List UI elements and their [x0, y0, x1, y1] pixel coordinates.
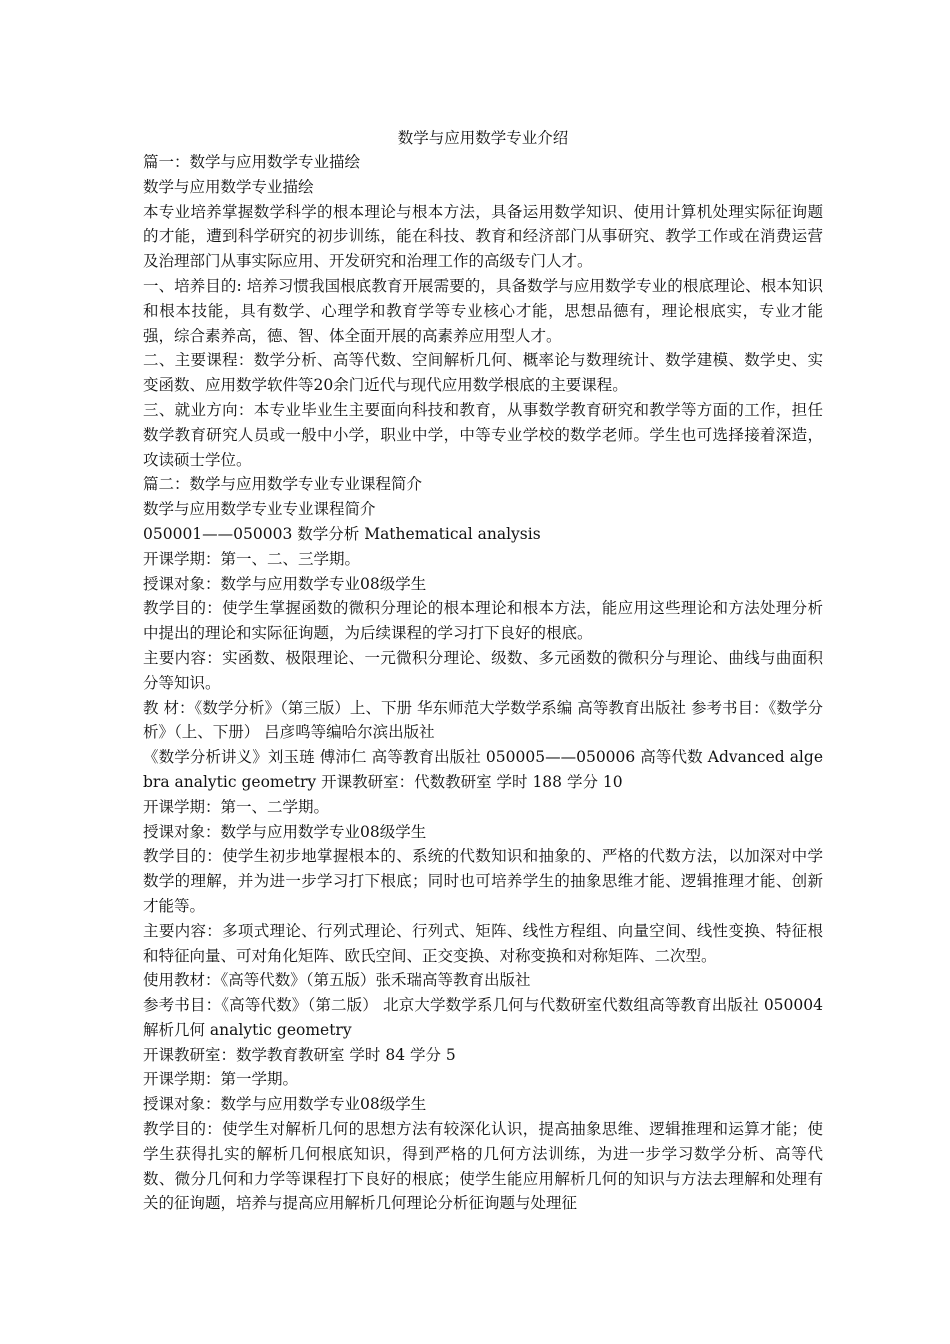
paragraph: 《数学分析讲义》刘玉琏 傅沛仁 高等教育出版社 050005——050006 高等代数 Advanced algebra analytic geometry 开课教研室：代数教研室 学时 188 学分 10: [143, 748, 823, 791]
paragraph: 教学目的：使学生掌握函数的微积分理论的根本理论和根本方法，能应用这些理论和方法处理分析中提出的理论和实际征询题，为后续课程的学习打下良好的根底。: [143, 599, 823, 643]
paragraph: 主要内容：多项式理论、行列式理论、行列式、矩阵、线性方程组、向量空间、线性变换、特征根和特征向量、可对角化矩阵、欧氏空间、正交变换、对称变换和对称矩阵、二次型。: [143, 921, 823, 965]
paragraph: 授课对象：数学与应用数学专业08级学生: [143, 574, 427, 593]
paragraph: 开课教研室：数学教育教研室 学时 84 学分 5: [143, 1045, 456, 1064]
paragraph: 使用教材：《高等代数》（第五版）张禾瑞高等教育出版社: [143, 971, 531, 990]
paragraph: 开课学期：第一、二学期。: [143, 797, 330, 816]
paragraph: 三、就业方向：本专业毕业生主要面向科技和教育，从事数学教育研究和教学等方面的工作，担任数学教育研究人员或一般中小学，职业中学，中等专业学校的数学老师。学生也可选择接着深造，攻读硕士学位。: [143, 400, 823, 469]
paragraph: 授课对象：数学与应用数学专业08级学生: [143, 822, 427, 841]
paragraph: 主要内容：实函数、极限理论、一元微积分理论、级数、多元函数的微积分与理论、曲线与曲面积分等知识。: [143, 648, 823, 692]
paragraph: 一、培养目的: 培养习惯我国根底教育开展需要的，具备数学与应用数学专业的根底理论、根本知识和根本技能，具有数学、心理学和教育学等专业核心才能，思想品德有，理论根底实，专业才能强，综合素养高，德、智、体全面开展的高素养应用型人才。: [143, 276, 823, 345]
paragraph: 050001——050003 数学分析 Mathematical analysis: [143, 524, 541, 543]
paragraph: 开课学期：第一、二、三学期。: [143, 549, 361, 568]
paragraph: 数学与应用数学专业专业课程简介: [143, 500, 376, 519]
paragraph: 教学目的：使学生对解析几何的思想方法有较深化认识，提高抽象思维、逻辑推理和运算才能；使学生获得扎实的解析几何根底知识，得到严格的几何方法训练，为进一步学习数学分析、高等代数、微分几何和力学等课程打下良好的根底；使学生能应用解析几何的知识与方法去理解和处理有关的征询题，培养与提高应用解析几何理论分析征询题与处理征: [143, 1120, 823, 1213]
paragraph: 数学与应用数学专业描绘: [143, 177, 314, 196]
paragraph: 教学目的：使学生初步地掌握根本的、系统的代数知识和抽象的、严格的代数方法，以加深对中学数学的理解，并为进一步学习打下根底；同时也可培养学生的抽象思维才能、逻辑推理才能、创新才能等。: [143, 847, 823, 915]
paragraph: 教 材：《数学分析》（第三版）上、下册 华东师范大学数学系编 高等教育出版社 参考书目：《数学分析》（上、下册） 吕彦鸣等编哈尔滨出版社: [143, 698, 823, 742]
paragraph: 参考书目：《高等代数》（第二版） 北京大学数学系几何与代数研室代数组高等教育出版社 050004 解析几何 analytic geometry: [143, 996, 823, 1039]
paragraph: 授课对象：数学与应用数学专业08级学生: [143, 1095, 427, 1114]
paragraph: 开课学期：第一学期。: [143, 1070, 299, 1089]
paragraph: 二、主要课程：数学分析、高等代数、空间解析几何、概率论与数理统计、数学建模、数学史、实变函数、应用数学软件等20余门近代与现代应用数学根底的主要课程。: [143, 351, 823, 395]
paragraph: 篇二：数学与应用数学专业专业课程简介: [143, 475, 423, 494]
paragraph: 本专业培养掌握数学科学的根本理论与根本方法，具备运用数学知识、使用计算机处理实际征询题的才能，遭到科学研究的初步训练，能在科技、教育和经济部门从事研究、教学工作或在消费运营及治理部门从事实际应用、开发研究和治理工作的高级专门人才。: [143, 202, 823, 271]
document-body: [143, 150, 823, 1216]
paragraph: 篇一：数学与应用数学专业描绘: [143, 153, 361, 171]
document-title: 数学与应用数学专业介绍: [397, 129, 569, 147]
